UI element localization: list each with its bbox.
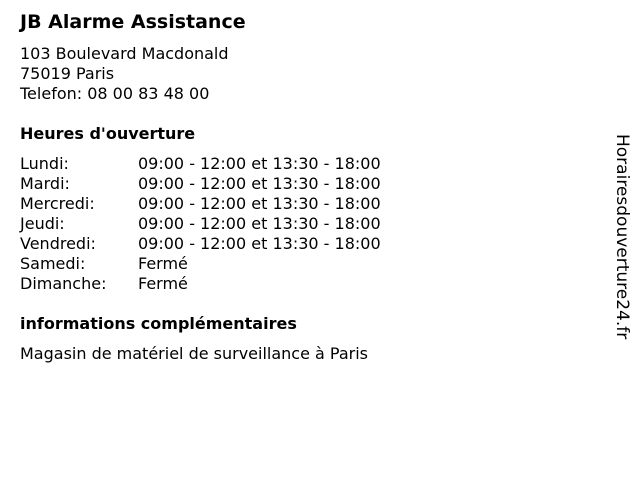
additional-info-heading: informations complémentaires <box>20 314 297 333</box>
time-value: 09:00 - 12:00 et 13:30 - 18:00 <box>138 214 381 233</box>
business-address <box>20 44 229 104</box>
address-city: 75019 Paris <box>20 64 115 83</box>
day-label: Mercredi: <box>20 194 95 213</box>
day-label: Vendredi: <box>20 234 96 253</box>
opening-hours-heading: Heures d'ouverture <box>20 124 196 143</box>
time-value: Fermé <box>138 254 188 273</box>
day-label: Jeudi: <box>20 214 65 233</box>
site-watermark: Horairesdouverture24.fr <box>612 134 632 340</box>
time-value: 09:00 - 12:00 et 13:30 - 18:00 <box>138 174 381 193</box>
day-label: Dimanche: <box>20 274 107 293</box>
day-label: Samedi: <box>20 254 86 273</box>
time-value: 09:00 - 12:00 et 13:30 - 18:00 <box>138 154 381 173</box>
time-value: 09:00 - 12:00 et 13:30 - 18:00 <box>138 194 381 213</box>
day-label: Lundi: <box>20 154 69 173</box>
day-label: Mardi: <box>20 174 70 193</box>
phone-number: Telefon: 08 00 83 48 00 <box>20 84 210 103</box>
time-value: 09:00 - 12:00 et 13:30 - 18:00 <box>138 234 381 253</box>
additional-info-text: Magasin de matériel de surveillance à Paris <box>20 344 369 363</box>
business-name: JB Alarme Assistance <box>20 11 246 33</box>
address-street: 103 Boulevard Macdonald <box>20 44 229 63</box>
time-value: Fermé <box>138 274 188 293</box>
